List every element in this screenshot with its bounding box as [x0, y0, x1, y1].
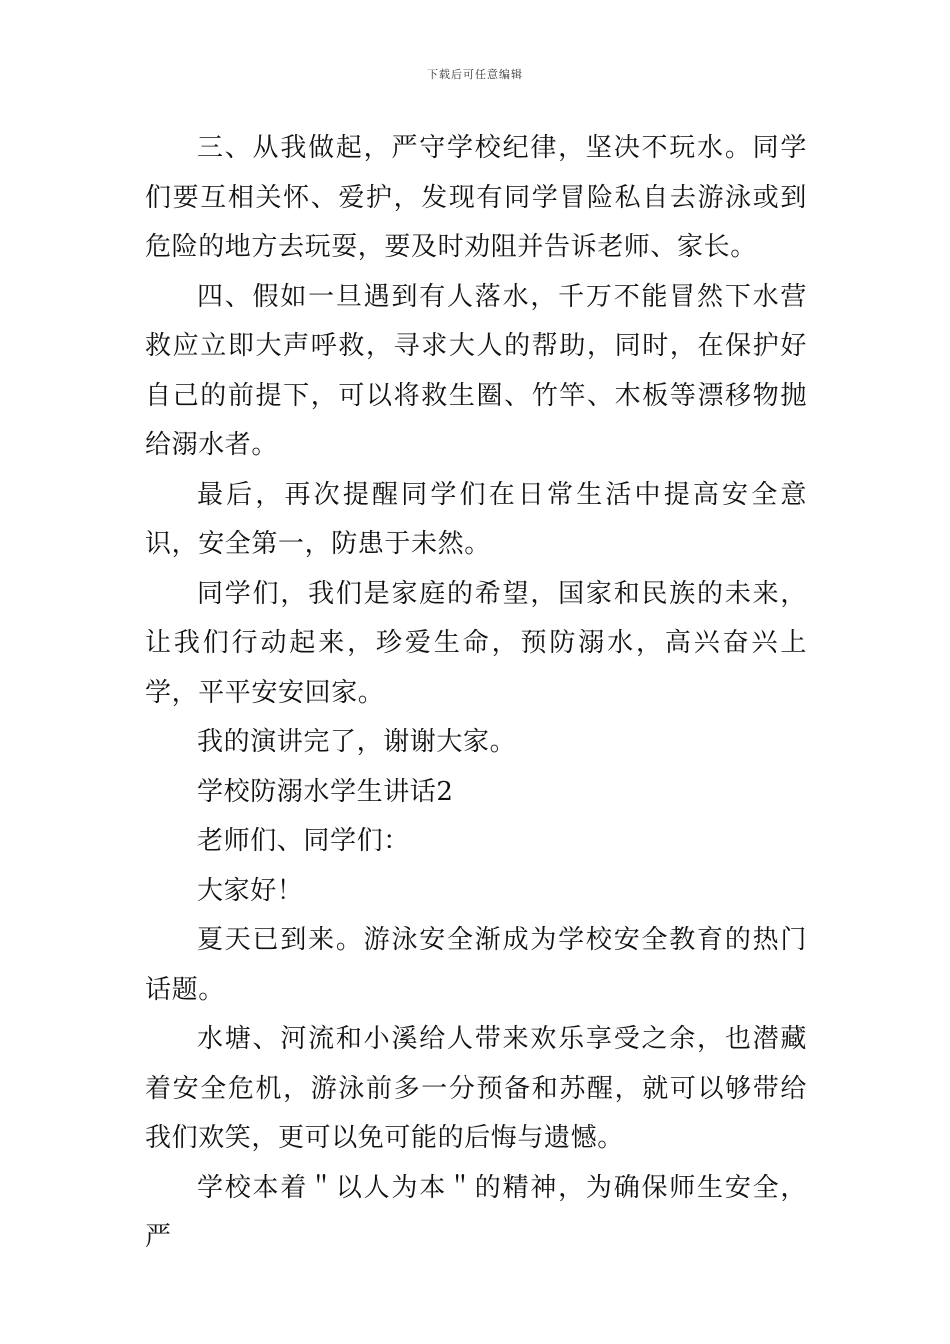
paragraph-greeting: 大家好！: [197, 875, 304, 906]
paragraph-water-danger: 水塘、河流和小溪给人带来欢乐享受之余，也潜藏着安全危机，游泳前多一分预备和苏醒，就可以够带给我们欢笑，更可以免可能的后悔与遗憾。: [145, 1024, 807, 1153]
paragraph-reminder: 最后，再次提醒同学们在日常生活中提高安全意识，安全第一，防患于未然。: [145, 479, 807, 559]
paragraph-summer-intro: 夏天已到来。游泳安全渐成为学校安全教育的热门话题。: [145, 925, 807, 1005]
paragraph-school-policy: 学校本着＂以人为本＂的精神，为确保师生安全，严: [145, 1172, 807, 1252]
paragraph-closing: 我的演讲完了，谢谢大家。: [197, 727, 517, 757]
paragraph-rule-three: 三、从我做起，严守学校纪律，坚决不玩水。同学们要互相关怀、爱护，发现有同学冒险私自去游泳或到危险的地方去玩耍，要及时劝阻并告诉老师、家长。: [145, 133, 807, 262]
paragraph-rule-four: 四、假如一旦遇到有人落水，千万不能冒然下水营救应立即大声呼救，寻求大人的帮助，同时，在保护好自己的前提下，可以将救生圈、竹竿、木板等漂移物抛给溺水者。: [145, 281, 807, 460]
section-title-speech-2: 学校防溺水学生讲话2: [197, 776, 454, 807]
page-header-note: 下载后可任意编辑: [427, 68, 523, 81]
document-body: [145, 124, 807, 1263]
paragraph-salutation: 老师们、同学们：: [197, 826, 410, 856]
paragraph-call-to-action: 同学们，我们是家庭的希望，国家和民族的未来，让我们行动起来，珍爱生命，预防溺水，高兴奋兴上学，平平安安回家。: [145, 578, 807, 708]
